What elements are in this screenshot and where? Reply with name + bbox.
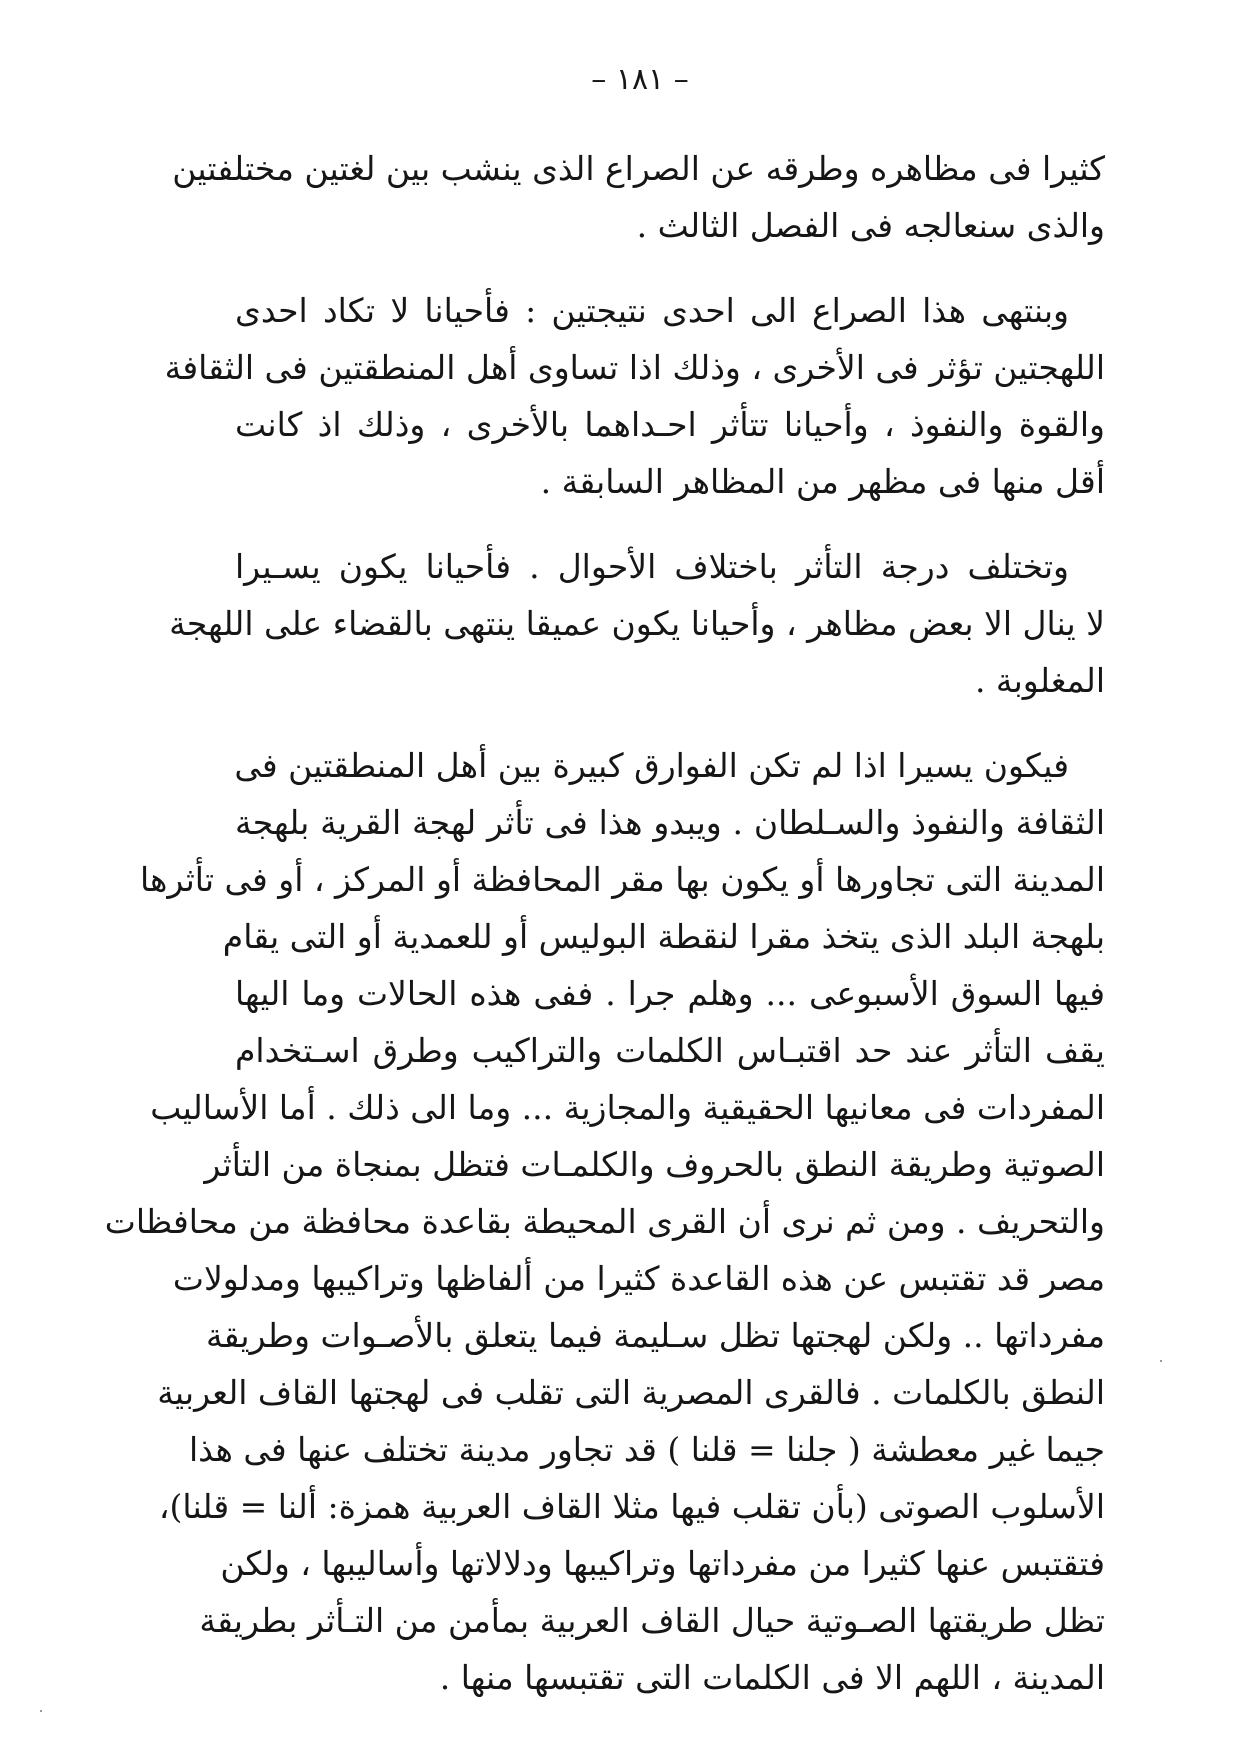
paragraph-1	[172, 140, 1105, 254]
text-line: المدينة التى تجاورها أو يكون بها مقر المحافظة أو المركز ، أو فى تأثرها	[139, 860, 1105, 899]
text-line: النطق بالكلمات . فالقرى المصرية التى تقلب فى لهجتها القاف العربية	[157, 1373, 1105, 1412]
text-line: وبنتهى هذا الصراع الى احدى نتيجتين : فأحيانا لا تكاد احدى	[235, 291, 1069, 330]
text-line: فتقتبس عنها كثيرا من مفرداتها وتراكيبها ودلالاتها وأساليبها ، ولكن	[220, 1544, 1105, 1583]
body-text	[104, 140, 1105, 1706]
text-line: تظل طريقتها الصـوتية حيال القاف العربية بمأمن من التـأثر بطريقة	[199, 1601, 1105, 1640]
text-line: جيما غير معطشة ( جلنا = قلنا ) قد تجاور مدينة تختلف عنها فى هذا	[189, 1430, 1105, 1469]
text-line: والذى سنعالجه فى الفصل الثالث .	[636, 206, 1105, 245]
text-line: والقوة والنفوذ ، وأحيانا تتأثر احـداهما بالأخرى ، وذلك اذ كانت	[235, 405, 1105, 444]
text-line: كثيرا فى مظاهره وطرقه عن الصراع الذى ينشب بين لغتين مختلفتين	[172, 149, 1105, 188]
text-line: لا ينال الا بعض مظاهر ، وأحيانا يكون عميقا ينتهى بالقضاء على اللهجة	[169, 604, 1105, 643]
text-line: المفردات فى معانيها الحقيقية والمجازية ... وما الى ذلك . أما الأساليب	[150, 1088, 1105, 1127]
text-line: الصوتية وطريقة النطق بالحروف والكلمـات فتظل بمنجاة من التأثر	[204, 1145, 1105, 1184]
paragraph-3	[169, 538, 1105, 709]
text-line: فيها السوق الأسبوعى ... وهلم جرا . ففى هذه الحالات وما اليها	[235, 974, 1105, 1013]
paragraph-4	[104, 737, 1105, 1706]
text-line: أقل منها فى مظهر من المظاهر السابقة .	[540, 462, 1105, 501]
page-number: – ١٨١ –	[591, 62, 689, 97]
text-line: وتختلف درجة التأثر باختلاف الأحوال . فأحيانا يكون يسـيرا	[235, 547, 1069, 586]
text-line: الأسلوب الصوتى (بأن تقلب فيها مثلا القاف العربية همزة: ألنا = قلنا)،	[158, 1487, 1105, 1526]
text-line: مفرداتها .. ولكن لهجتها تظل سـليمة فيما يتعلق بالأصـوات وطريقة	[205, 1316, 1105, 1355]
text-line: المدينة ، اللهم الا فى الكلمات التى تقتبسها منها .	[439, 1658, 1105, 1697]
paragraph-2	[164, 282, 1105, 510]
text-line: اللهجتين تؤثر فى الأخرى ، وذلك اذا تساوى أهل المنطقتين فى الثقافة	[164, 348, 1105, 387]
text-line: المغلوبة .	[974, 661, 1105, 700]
scan-speck	[40, 1710, 42, 1712]
text-line: بلهجة البلد الذى يتخذ مقرا لنقطة البوليس أو للعمدية أو التى يقام	[222, 917, 1105, 956]
scan-speck	[1160, 1360, 1162, 1362]
text-line: مصر قد تقتبس عن هذه القاعدة كثيرا من ألفاظها وتراكيبها ومدلولات	[172, 1259, 1105, 1298]
text-line: الثقافة والنفوذ والسـلطان . ويبدو هذا فى تأثر لهجة القرية بلهجة	[235, 803, 1105, 842]
text-line: فيكون يسيرا اذا لم تكن الفوارق كبيرة بين أهل المنطقتين فى	[234, 746, 1069, 785]
text-line: يقف التأثر عند حد اقتبـاس الكلمات والتراكيب وطرق اسـتخدام	[235, 1031, 1105, 1070]
text-line: والتحريف . ومن ثم نرى أن القرى المحيطة بقاعدة محافظة من محافظات	[104, 1202, 1105, 1241]
